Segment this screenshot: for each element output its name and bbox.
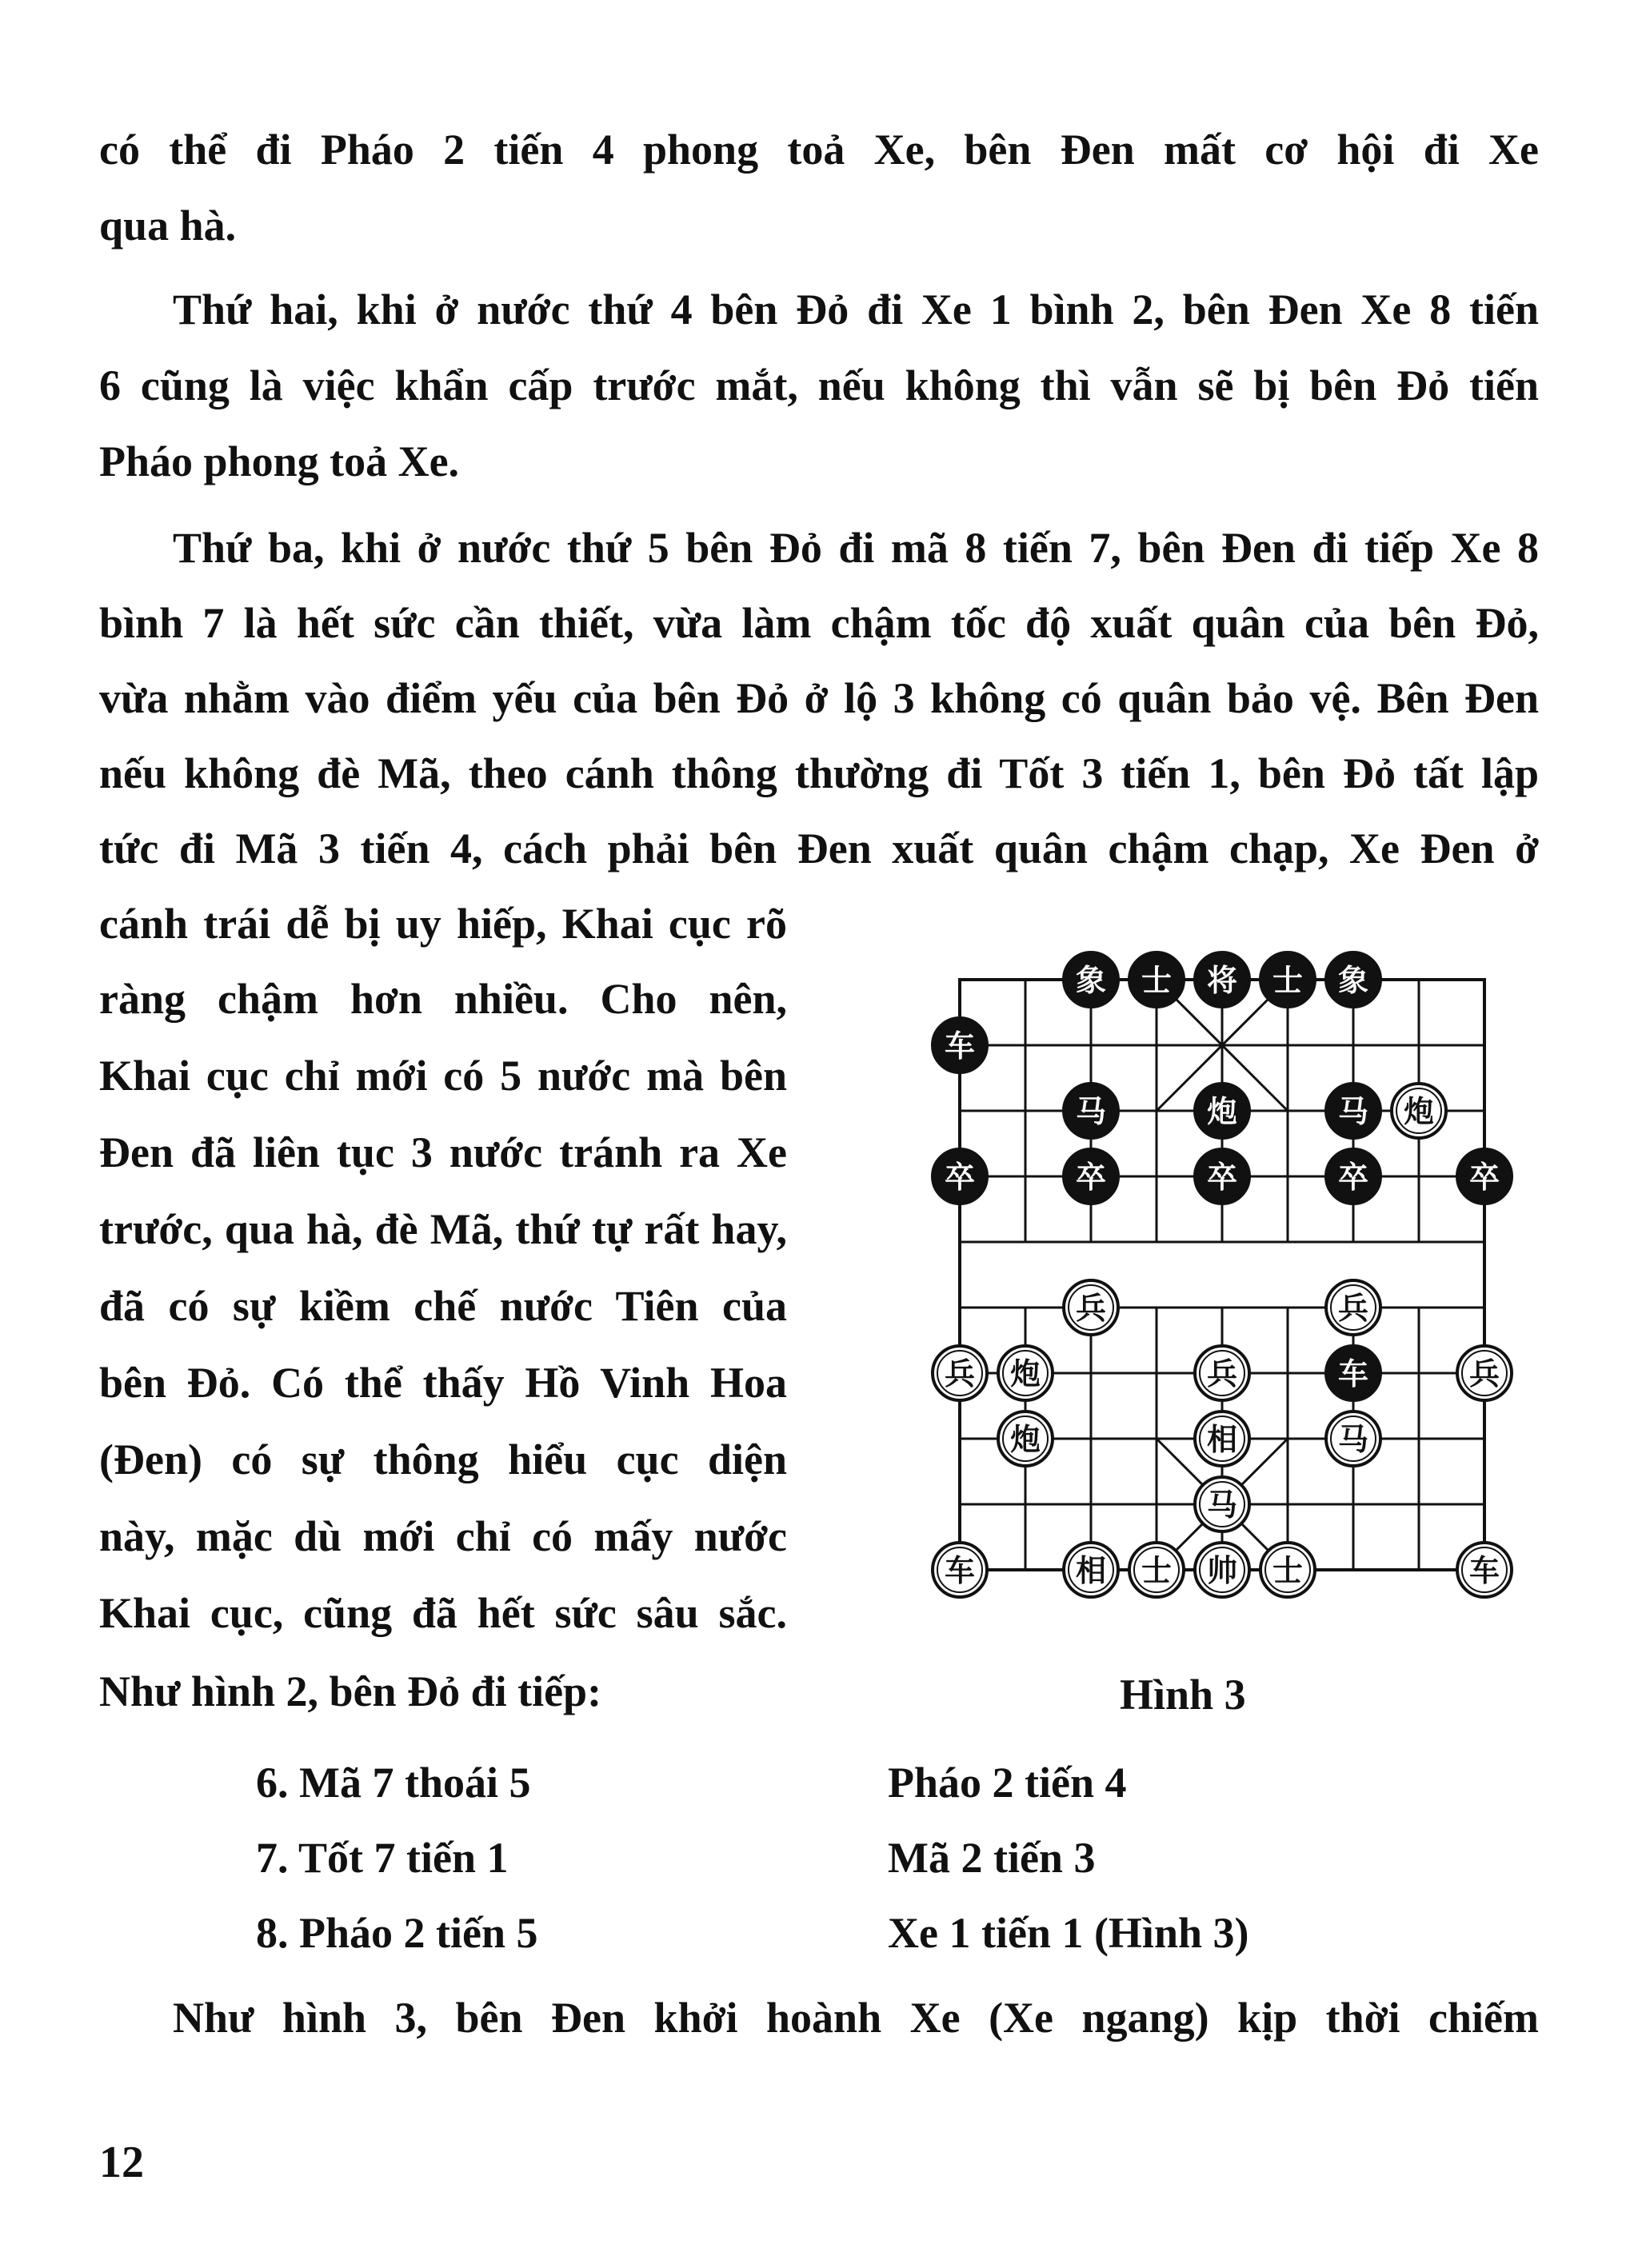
text-line: bên Đỏ. Có thể thấy Hồ Vinh Hoa — [99, 1359, 787, 1407]
piece-label: 相 — [1075, 1553, 1107, 1588]
piece-label: 车 — [944, 1553, 976, 1588]
red-piece — [1195, 1543, 1249, 1597]
red-piece — [1064, 1543, 1118, 1597]
piece-label: 炮 — [1009, 1356, 1041, 1392]
red-piece — [1392, 1084, 1446, 1138]
text-line: Thứ ba, khi ở nước thứ 5 bên Đỏ đi mã 8 tiến 7, bên Đen đi tiếp Xe 8 — [173, 524, 1539, 572]
black-piece — [1457, 1149, 1512, 1204]
piece-label: 将 — [1206, 963, 1238, 998]
move-red: 6. Mã 7 thoái 5 — [256, 1759, 531, 1807]
piece-label: 兵 — [1206, 1356, 1238, 1392]
piece-label: 象 — [1337, 963, 1369, 998]
red-piece — [1326, 1412, 1380, 1466]
red-piece — [998, 1346, 1053, 1400]
piece-label: 炮 — [1009, 1422, 1041, 1457]
text-line: Như hình 3, bên Đen khởi hoành Xe (Xe ngang) kịp thời chiếm — [173, 1994, 1539, 2042]
black-piece — [933, 1149, 987, 1204]
black-piece — [1195, 1149, 1249, 1204]
piece-label: 兵 — [1075, 1291, 1107, 1326]
red-piece — [1195, 1477, 1249, 1531]
black-piece — [1326, 952, 1380, 1007]
piece-label: 车 — [1337, 1356, 1369, 1392]
piece-label: 车 — [1468, 1553, 1500, 1588]
black-piece — [933, 1018, 987, 1072]
piece-label: 马 — [1337, 1094, 1369, 1129]
text-line: Như hình 2, bên Đỏ đi tiếp: — [99, 1667, 602, 1715]
red-piece — [933, 1543, 987, 1597]
move-red: 8. Pháo 2 tiến 5 — [256, 1909, 538, 1957]
text-line: có thể đi Pháo 2 tiến 4 phong toả Xe, bên Đen mất cơ hội đi Xe — [99, 126, 1539, 174]
text-line: nếu không đè Mã, theo cánh thông thường đi Tốt 3 tiến 1, bên Đỏ tất lập — [99, 749, 1539, 797]
black-piece — [1326, 1149, 1380, 1204]
piece-label: 马 — [1206, 1487, 1238, 1523]
piece-label: 卒 — [1468, 1160, 1500, 1195]
red-piece — [1457, 1543, 1512, 1597]
move-red: 7. Tốt 7 tiến 1 — [256, 1834, 509, 1882]
piece-label: 士 — [1272, 963, 1304, 998]
red-piece — [1129, 1543, 1184, 1597]
piece-label: 象 — [1075, 963, 1107, 998]
move-black: Mã 2 tiến 3 — [888, 1834, 1096, 1882]
red-piece — [1195, 1412, 1249, 1466]
black-piece — [1064, 1149, 1118, 1204]
xiangqi-board-diagram — [918, 948, 1526, 1603]
text-line: Đen đã liên tục 3 nước tránh ra Xe — [99, 1128, 787, 1176]
text-line: cánh trái dễ bị uy hiếp, Khai cục rõ — [99, 900, 787, 948]
text-line: 6 cũng là việc khẩn cấp trước mắt, nếu không thì vẫn sẽ bị bên Đỏ tiến — [99, 361, 1539, 409]
black-piece — [1326, 1084, 1380, 1138]
page-number: 12 — [99, 2138, 144, 2187]
piece-label: 士 — [1141, 1553, 1173, 1588]
text-line: này, mặc dù mới chỉ có mấy nước — [99, 1512, 787, 1560]
piece-label: 马 — [1075, 1094, 1107, 1129]
red-piece — [1195, 1346, 1249, 1400]
piece-label: 马 — [1337, 1422, 1369, 1457]
text-line: Thứ hai, khi ở nước thứ 4 bên Đỏ đi Xe 1 bình 2, bên Đen Xe 8 tiến — [173, 285, 1539, 333]
text-line: (Đen) có sự thông hiểu cục diện — [99, 1435, 787, 1483]
red-piece — [1326, 1280, 1380, 1335]
piece-label: 卒 — [944, 1160, 976, 1195]
piece-label: 卒 — [1337, 1160, 1369, 1195]
red-piece — [998, 1412, 1053, 1466]
black-piece — [1195, 952, 1249, 1007]
piece-label: 帅 — [1206, 1553, 1238, 1588]
piece-label: 兵 — [1337, 1291, 1369, 1326]
figure-caption: Hình 3 — [1120, 1671, 1246, 1719]
black-piece — [1326, 1346, 1380, 1400]
red-piece — [1457, 1346, 1512, 1400]
text-line: vừa nhằm vào điểm yếu của bên Đỏ ở lộ 3 không có quân bảo vệ. Bên Đen — [99, 674, 1539, 722]
black-piece — [1064, 952, 1118, 1007]
move-black: Xe 1 tiến 1 (Hình 3) — [888, 1909, 1249, 1957]
piece-label: 车 — [944, 1028, 976, 1064]
text-line: tức đi Mã 3 tiến 4, cách phải bên Đen xuất quân chậm chạp, Xe Đen ở — [99, 825, 1539, 872]
piece-label: 士 — [1141, 963, 1173, 998]
red-piece — [933, 1346, 987, 1400]
piece-label: 相 — [1206, 1422, 1238, 1457]
text-line: đã có sự kiềm chế nước Tiên của — [99, 1282, 787, 1330]
red-piece — [1260, 1543, 1315, 1597]
piece-label: 士 — [1272, 1553, 1304, 1588]
black-piece — [1129, 952, 1184, 1007]
piece-label: 炮 — [1206, 1094, 1238, 1129]
black-piece — [1260, 952, 1315, 1007]
text-line: bình 7 là hết sức cần thiết, vừa làm chậm tốc độ xuất quân của bên Đỏ, — [99, 599, 1539, 647]
piece-label: 炮 — [1403, 1094, 1435, 1129]
text-line: ràng chậm hơn nhiều. Cho nên, — [99, 975, 787, 1023]
text-line: Khai cục chỉ mới có 5 nước mà bên — [99, 1052, 787, 1100]
piece-label: 兵 — [944, 1356, 976, 1392]
text-line: qua hà. — [99, 202, 237, 250]
text-line: Pháo phong toả Xe. — [99, 437, 460, 485]
black-piece — [1064, 1084, 1118, 1138]
piece-label: 卒 — [1075, 1160, 1107, 1195]
red-piece — [1064, 1280, 1118, 1335]
piece-label: 卒 — [1206, 1160, 1238, 1195]
black-piece — [1195, 1084, 1249, 1138]
text-line: Khai cục, cũng đã hết sức sâu sắc. — [99, 1589, 787, 1637]
move-black: Pháo 2 tiến 4 — [888, 1759, 1127, 1807]
piece-label: 兵 — [1468, 1356, 1500, 1392]
text-line: trước, qua hà, đè Mã, thứ tự rất hay, — [99, 1205, 787, 1253]
